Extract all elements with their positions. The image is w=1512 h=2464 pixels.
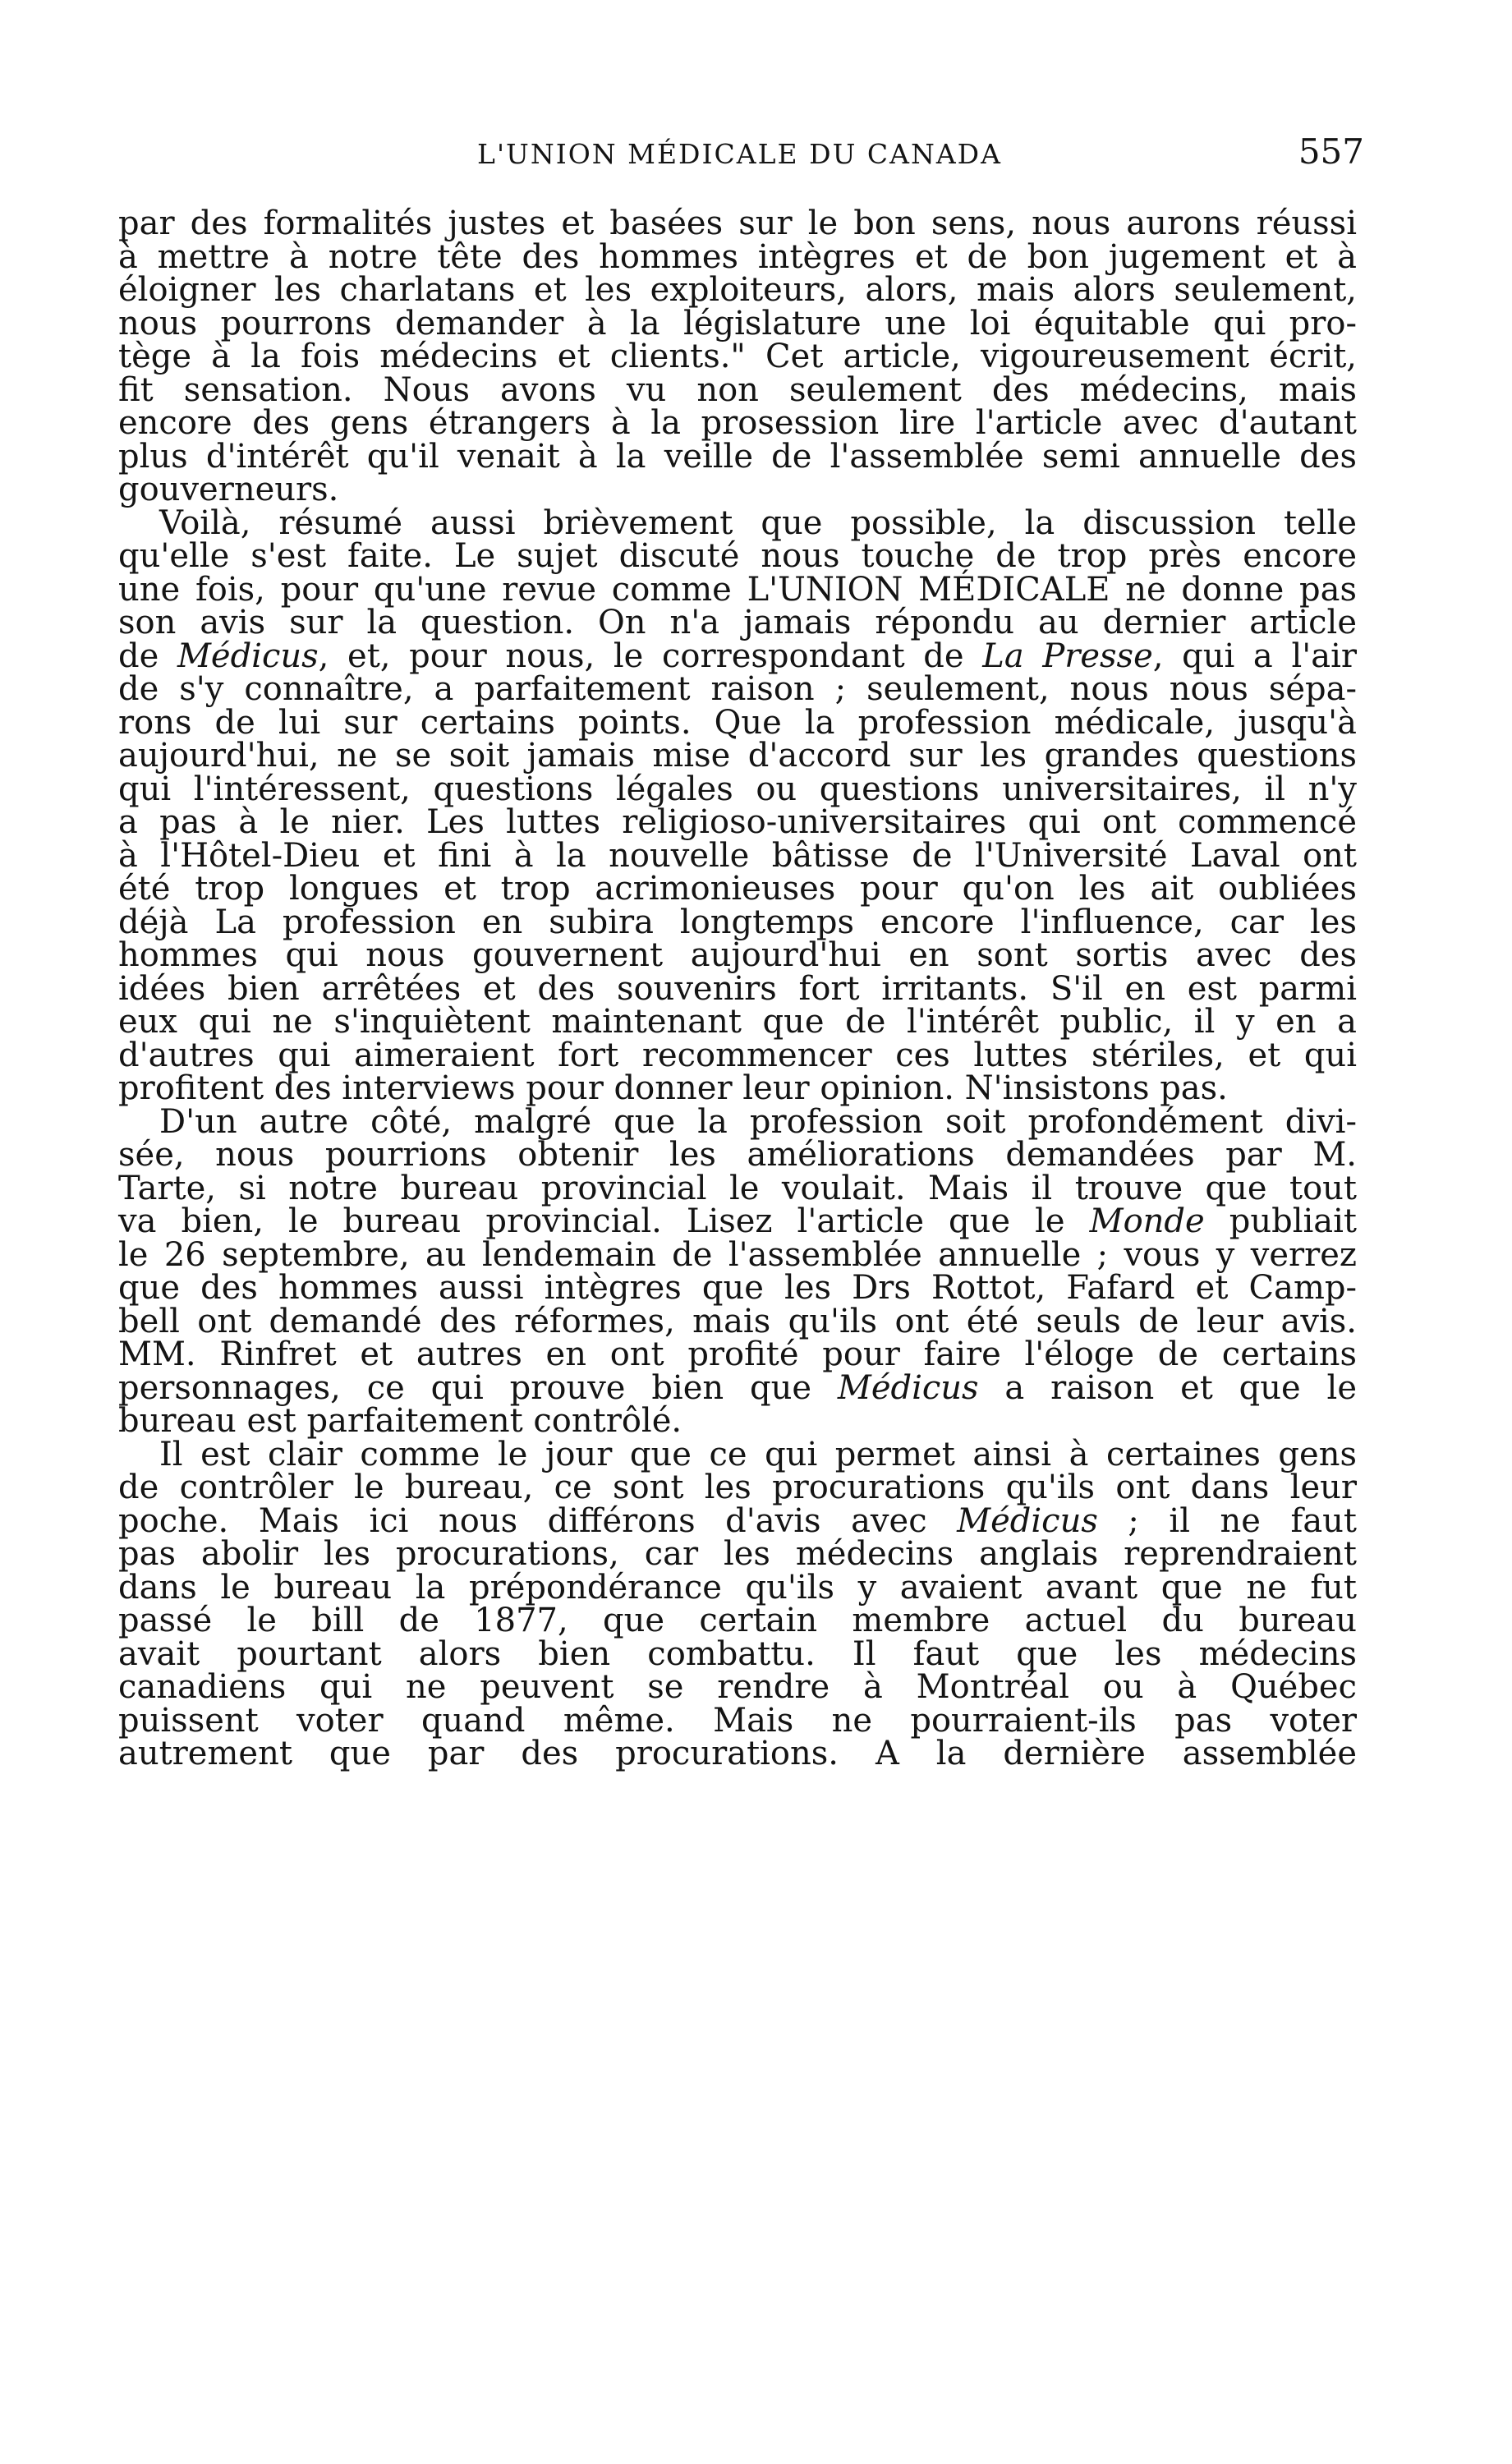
page-number: 557 bbox=[1298, 131, 1364, 172]
text-line: de s'y connaître, a parfaitement raison ; seulement, nous nous sépa- bbox=[118, 670, 1357, 708]
text-run: ; il ne faut bbox=[1097, 1501, 1358, 1540]
italic-text: Monde bbox=[1089, 1202, 1205, 1240]
italic-text: Médicus bbox=[837, 1368, 979, 1407]
text-line: avait pourtant alors bien combattu. Il faut que les médecins bbox=[118, 1634, 1357, 1673]
text-line: le 26 septembre, au lendemain de l'assemblée annuelle ; vous y verrez bbox=[118, 1235, 1357, 1274]
text-line: sée, nous pourrions obtenir les améliorations demandées par M. bbox=[118, 1136, 1357, 1174]
text-line: son avis sur la question. On n'a jamais répondu au dernier article bbox=[118, 604, 1357, 641]
text-line: par des formalités justes et basées sur le bon sens, nous aurons réussi bbox=[118, 205, 1357, 242]
text-run: publiait bbox=[1204, 1202, 1357, 1240]
text-line: plus d'intérêt qu'il venait à la veille de l'assemblée semi annuelle des bbox=[118, 437, 1357, 476]
text-line: puissent voter quand même. Mais ne pourraient-ils pas voter bbox=[118, 1701, 1357, 1740]
text-line: profitent des interviews pour donner leur opinion. N'insistons pas. bbox=[118, 1069, 1228, 1107]
text-line bbox=[118, 637, 1357, 675]
text-run: poche. Mais ici nous différons d'avis avec bbox=[118, 1501, 958, 1540]
text-line: hommes qui nous gouvernent aujourd'hui en sont sortis avec des bbox=[118, 936, 1357, 974]
running-head bbox=[115, 131, 1364, 181]
text-line: qu'elle s'est faite. Le sujet discuté nous touche de trop près encore bbox=[118, 537, 1357, 575]
text-line: dans le bureau la prépondérance qu'ils y avaient avant que ne fut bbox=[118, 1568, 1357, 1607]
italic-text: Médicus bbox=[957, 1501, 1098, 1540]
text-line: à mettre à notre tête des hommes intègres et de bon jugement et à bbox=[118, 237, 1357, 276]
text-line bbox=[118, 1368, 1357, 1407]
text-line: pas abolir les procurations, car les médecins anglais reprendraient bbox=[118, 1535, 1357, 1573]
text-run: personnages, ce qui prouve bien que bbox=[118, 1368, 838, 1407]
text-line: fit sensation. Nous avons vu non seulement des médecins, mais bbox=[118, 370, 1357, 409]
text-line: MM. Rinfret et autres en ont profité pour faire l'éloge de certains bbox=[118, 1335, 1357, 1373]
text-line: Voilà, résumé aussi brièvement que possible, la discussion telle bbox=[159, 503, 1357, 542]
text-line: tège à la fois médecins et clients." Cet article, vigoureusement écrit, bbox=[118, 338, 1357, 375]
text-line: bureau est parfaitement contrôlé. bbox=[118, 1402, 682, 1440]
italic-text: La Presse bbox=[982, 637, 1153, 675]
text-line: gouverneurs. bbox=[118, 471, 339, 508]
text-run: , qui a l'air bbox=[1152, 637, 1357, 675]
text-line: passé le bill de 1877, que certain membre actuel du bureau bbox=[118, 1602, 1357, 1639]
text-line: encore des gens étrangers à la prosession lire l'article avec d'autant bbox=[118, 404, 1357, 442]
text-run: va bien, le bureau provincial. Lisez l'article que le bbox=[118, 1202, 1090, 1240]
text-line bbox=[118, 1501, 1358, 1540]
text-line: éloigner les charlatans et les exploiteurs, alors, mais alors seulement, bbox=[118, 271, 1357, 309]
text-run: , et, pour nous, le correspondant de bbox=[318, 637, 983, 675]
text-line: aujourd'hui, ne se soit jamais mise d'accord sur les grandes questions bbox=[118, 737, 1357, 775]
text-run: a raison et que le bbox=[978, 1368, 1357, 1407]
text-line: eux qui ne s'inquiètent maintenant que de l'intérêt public, il y en a bbox=[118, 1003, 1357, 1041]
text-line: qui l'intéressent, questions légales ou questions universitaires, il n'y bbox=[118, 770, 1357, 808]
body-text bbox=[118, 207, 1357, 1771]
text-run: de bbox=[118, 637, 177, 675]
text-line: été trop longues et trop acrimonieuses pour qu'on les ait oubliées bbox=[118, 870, 1357, 908]
text-line: canadiens qui ne peuvent se rendre à Montréal ou à Québec bbox=[118, 1668, 1357, 1706]
text-line: D'un autre côté, malgré que la profession soit profondément divi- bbox=[159, 1102, 1357, 1141]
text-line: autrement que par des procurations. A la dernière assemblée bbox=[118, 1735, 1357, 1772]
text-line: idées bien arrêtées et des souvenirs fort irritants. S'il en est parmi bbox=[118, 969, 1357, 1008]
text-line: nous pourrons demander à la législature une loi équitable qui pro- bbox=[118, 304, 1357, 342]
text-line: une fois, pour qu'une revue comme L'UNION MÉDICALE ne donne pas bbox=[118, 570, 1357, 609]
text-line: de contrôler le bureau, ce sont les procurations qu'ils ont dans leur bbox=[118, 1469, 1357, 1506]
italic-text: Médicus bbox=[177, 637, 319, 675]
text-line: déjà La profession en subira longtemps encore l'influence, car les bbox=[118, 903, 1357, 941]
text-line: a pas à le nier. Les luttes religioso-universitaires qui ont commencé bbox=[118, 803, 1357, 841]
text-line bbox=[118, 1202, 1357, 1240]
text-line: rons de lui sur certains points. Que la profession médicale, jusqu'à bbox=[118, 703, 1357, 742]
running-title: L'UNION MÉDICALE DU CANADA bbox=[477, 138, 1002, 170]
text-line: bell ont demandé des réformes, mais qu'ils ont été seuls de leur avis. bbox=[118, 1302, 1357, 1340]
text-line: Il est clair comme le jour que ce qui permet ainsi à certaines gens bbox=[159, 1435, 1357, 1473]
text-line: que des hommes aussi intègres que les Drs Rottot, Fafard et Camp- bbox=[118, 1269, 1357, 1307]
text-line: d'autres qui aimeraient fort recommencer ces luttes stériles, et qui bbox=[118, 1036, 1357, 1074]
text-line: Tarte, si notre bureau provincial le voulait. Mais il trouve que tout bbox=[118, 1169, 1357, 1207]
text-line: à l'Hôtel-Dieu et fini à la nouvelle bâtisse de l'Université Laval ont bbox=[118, 836, 1357, 875]
